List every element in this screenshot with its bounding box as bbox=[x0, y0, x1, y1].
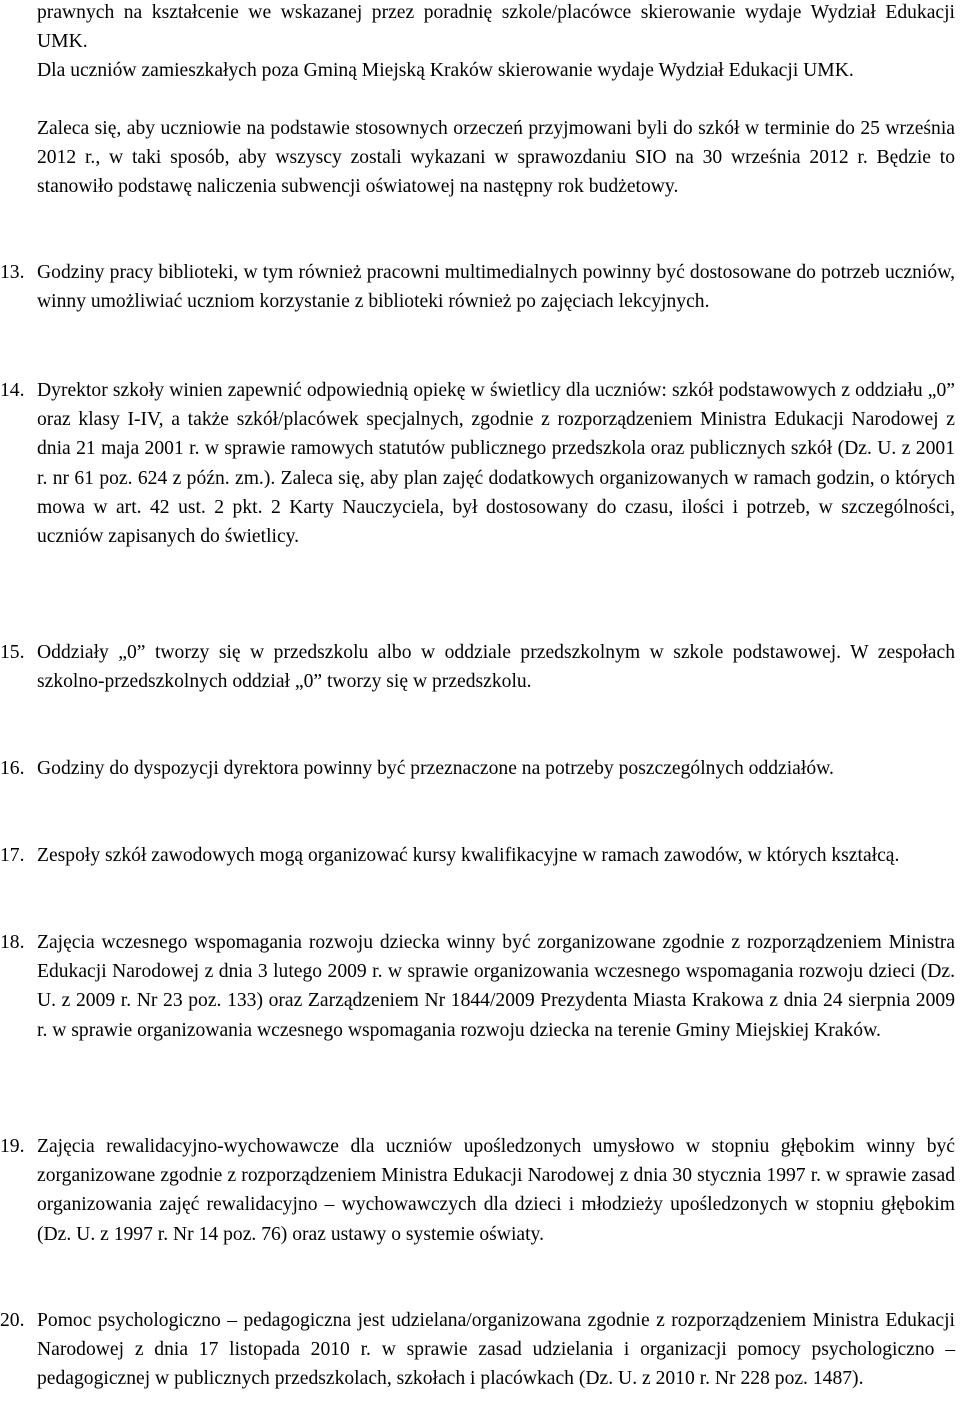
list-item-17 bbox=[0, 841, 955, 870]
list-item-number: 15. bbox=[0, 642, 25, 663]
paragraph-continuation-2: Dla uczniów zamieszkałych poza Gminą Miejską Kraków skierowanie wydaje Wydział Edukacji UMK. bbox=[37, 60, 854, 81]
list-item-number: 16. bbox=[0, 758, 25, 779]
list-item-text: Godziny pracy biblioteki, w tym również pracowni multimedialnych powinny być dostosowane do potrzeb uczniów, winny umożliwiać uczniom korzystanie z biblioteki również po zajęciach lekcyjnych. bbox=[37, 262, 955, 313]
paragraph-continuation-1: prawnych na kształcenie we wskazanej przez poradnię szkole/placówce skierowanie wydaje Wydział Edukacji UMK. bbox=[37, 2, 955, 53]
list-item-19 bbox=[0, 1132, 955, 1249]
list-item-20 bbox=[0, 1306, 955, 1394]
list-item-number: 17. bbox=[0, 845, 25, 866]
list-item-text: Zajęcia rewalidacyjno-wychowawcze dla uczniów upośledzonych umysłowo w stopniu głębokim winny być zorganizowane zgodnie z rozporządzeniem Ministra Edukacji Narodowej z dnia 30 stycznia 1997 r. w sprawie zasad organizowania zajęć rewalidacyjno – wychowawczych dla dzieci i młodzieży upośledzonych w stopniu głębokim (Dz. U. z 1997 r. Nr 14 poz. 76) oraz ustawy o systemie oświaty. bbox=[37, 1136, 955, 1245]
list-item-number: 19. bbox=[0, 1136, 25, 1157]
list-item-text: Zajęcia wczesnego wspomagania rozwoju dziecka winny być zorganizowane zgodnie z rozporządzeniem Ministra Edukacji Narodowej z dnia 3 lutego 2009 r. w sprawie organizowania wczesnego wspomagania rozwoju dzieci (Dz. U. z 2009 r. Nr 23 poz. 133) oraz Zarządzeniem Nr 1844/2009 Prezydenta Miasta Krakowa z dnia 24 sierpnia 2009 r. w sprawie organizowania wczesnego wspomagania rozwoju dziecka na terenie Gminy Miejskiej Kraków. bbox=[37, 932, 955, 1041]
list-item-text: Zespoły szkół zawodowych mogą organizować kursy kwalifikacyjne w ramach zawodów, w których kształcą. bbox=[37, 845, 900, 866]
list-item-number: 18. bbox=[0, 932, 25, 953]
list-item-text: Pomoc psychologiczno – pedagogiczna jest udzielana/organizowana zgodnie z rozporządzeniem Ministra Edukacji Narodowej z dnia 17 listopada 2010 r. w sprawie zasad udzielania i organizacji pomocy psychologiczno – pedagogicznej w publicznych przedszkolach, szkołach i placówkach (Dz. U. z 2010 r. Nr 228 poz. 1487). bbox=[37, 1310, 955, 1390]
list-item-13 bbox=[0, 258, 955, 316]
list-item-number: 14. bbox=[0, 380, 25, 401]
list-item-number: 13. bbox=[0, 262, 25, 283]
list-item-16 bbox=[0, 754, 955, 783]
list-item-text: Godziny do dyspozycji dyrektora powinny być przeznaczone na potrzeby poszczególnych oddziałów. bbox=[37, 758, 834, 779]
paragraph-continuation-3: Zaleca się, aby uczniowie na podstawie stosownych orzeczeń przyjmowani byli do szkół w terminie do 25 września 2012 r., w taki sposób, aby wszyscy zostali wykazani w sprawozdaniu SIO na 30 września 2012 r. Będzie to stanowiło podstawę naliczenia subwencji oświatowej na następny rok budżetowy. bbox=[37, 118, 955, 198]
list-item-14 bbox=[0, 376, 955, 551]
list-item-text: Oddziały „0” tworzy się w przedszkolu albo w oddziale przedszkolnym w szkole podstawowej. W zespołach szkolno-przedszkolnych oddział „0” tworzy się w przedszkolu. bbox=[37, 642, 955, 693]
list-item-15 bbox=[0, 638, 955, 696]
list-item-text: Dyrektor szkoły winien zapewnić odpowiednią opiekę w świetlicy dla uczniów: szkół podstawowych z oddziału „0” oraz klasy I-IV, a także szkół/placówek specjalnych, zgodnie z rozporządzeniem Ministra Edukacji Narodowej z dnia 21 maja 2001 r. w sprawie ramowych statutów publicznego przedszkola oraz publicznych szkół (Dz. U. z 2001 r. nr 61 poz. 624 z późn. zm.). Zaleca się, aby plan zajęć dodatkowych organizowanych w ramach godzin, o których mowa w art. 42 ust. 2 pkt. 2 Karty Nauczyciela, był dostosowany do czasu, ilości i potrzeb, w szczególności, uczniów zapisanych do świetlicy. bbox=[37, 380, 955, 548]
list-item-18 bbox=[0, 928, 955, 1045]
list-item-number: 20. bbox=[0, 1310, 25, 1331]
